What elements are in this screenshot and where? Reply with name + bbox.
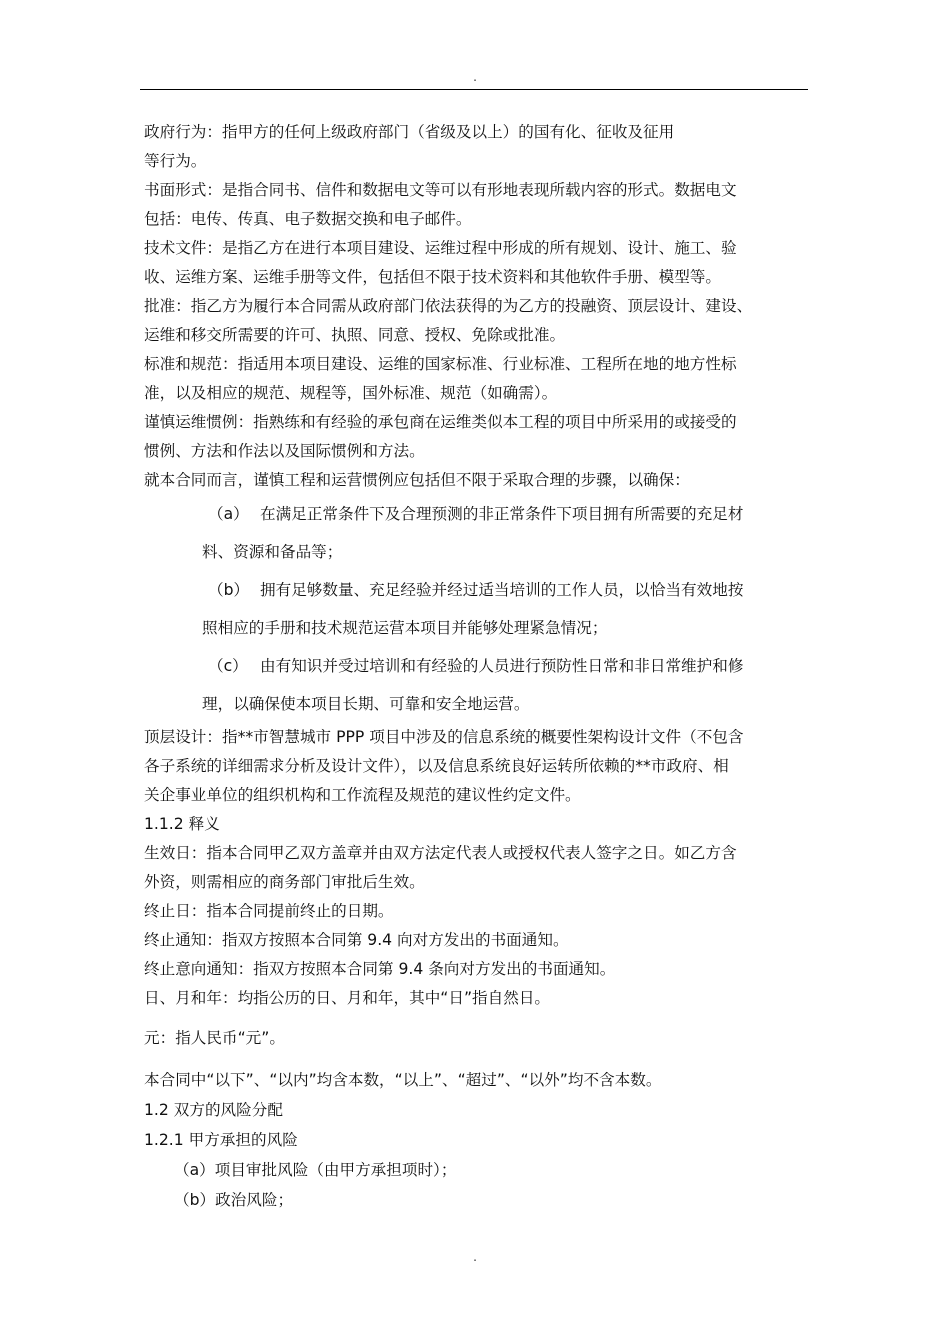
list-label-c: （c） <box>208 657 248 675</box>
list-label-a: （a） <box>208 505 249 523</box>
section-heading: 1.2 双方的风险分配 <box>144 1101 283 1119</box>
paragraph-line: 谨慎运维惯例：指熟练和有经验的承包商在运维类似本工程的项目中所采用的或接受的 <box>144 413 737 431</box>
paragraph-line: 准，以及相应的规范、规程等，国外标准、规范（如确需）。 <box>144 384 558 402</box>
paragraph-line: 终止通知：指双方按照本合同第 9.4 向对方发出的书面通知。 <box>144 931 569 949</box>
page-footer-mark: . <box>473 1250 477 1264</box>
list-item-c <box>144 647 810 685</box>
paragraph-line: 关企事业单位的组织机构和工作流程及规范的建议性约定文件。 <box>144 786 581 804</box>
page-header-mark: . <box>473 70 477 84</box>
paragraph-line: 终止意向通知：指双方按照本合同第 9.4 条向对方发出的书面通知。 <box>144 960 616 978</box>
paragraph-line: 元：指人民币“元”。 <box>144 1029 285 1047</box>
paragraph-line: 政府行为：指甲方的任何上级政府部门（省级及以上）的国有化、征收及征用 <box>144 123 675 141</box>
risk-item-a: （a）项目审批风险（由甲方承担项时）； <box>174 1161 457 1179</box>
paragraph-line: 标准和规范：指适用本项目建设、运维的国家标准、行业标准、工程所在地的地方性标 <box>144 355 737 373</box>
paragraph-line: 顶层设计：指**市智慧城市 PPP 项目中涉及的信息系统的概要性架构设计文件（不包含 <box>144 728 744 746</box>
paragraph-line: 本合同中“以下”、“以内”均含本数，“以上”、“超过”、“以外”均不含本数。 <box>144 1071 662 1089</box>
paragraph-line: 包括：电传、传真、电子数据交换和电子邮件。 <box>144 210 472 228</box>
section-heading: 1.2.1 甲方承担的风险 <box>144 1131 298 1149</box>
list-item-b <box>144 571 810 609</box>
list-text: 在满足正常条件下及合理预测的非正常条件下项目拥有所需要的充足材 <box>260 505 744 523</box>
paragraph-line: 批准：指乙方为履行本合同需从政府部门依法获得的为乙方的投融资、顶层设计、建设、 <box>144 297 753 315</box>
paragraph-line: 等行为。 <box>144 152 207 170</box>
list-item-a <box>144 495 810 533</box>
risk-item-b: （b）政治风险； <box>174 1191 294 1209</box>
list-label-b: （b） <box>208 581 250 599</box>
paragraph-line: 书面形式：是指合同书、信件和数据电文等可以有形地表现所载内容的形式。数据电文 <box>144 181 737 199</box>
paragraph-line: 技术文件：是指乙方在进行本项目建设、运维过程中形成的所有规划、设计、施工、验 <box>144 239 737 257</box>
paragraph-line: 各子系统的详细需求分析及设计文件），以及信息系统良好运转所依赖的**市政府、相 <box>144 757 729 775</box>
list-text: 拥有足够数量、充足经验并经过适当培训的工作人员，以恰当有效地按 <box>260 581 744 599</box>
list-item-b-cont: 照相应的手册和技术规范运营本项目并能够处理紧急情况； <box>202 619 608 637</box>
list-item-a-cont: 料、资源和备品等； <box>202 543 343 561</box>
list-text: 由有知识并受过培训和有经验的人员进行预防性日常和非日常维护和修 <box>260 657 744 675</box>
header-rule <box>140 89 808 90</box>
paragraph-line: 惯例、方法和作法以及国际惯例和方法。 <box>144 442 425 460</box>
paragraph-line: 运维和移交所需要的许可、执照、同意、授权、免除或批准。 <box>144 326 566 344</box>
section-heading: 1.1.2 释义 <box>144 815 220 833</box>
paragraph-line: 终止日：指本合同提前终止的日期。 <box>144 902 394 920</box>
document-body <box>144 118 810 1215</box>
paragraph-line: 日、月和年：均指公历的日、月和年，其中“日”指自然日。 <box>144 989 551 1007</box>
list-item-c-cont: 理，以确保使本项目长期、可靠和安全地运营。 <box>202 695 530 713</box>
paragraph-line: 生效日：指本合同甲乙双方盖章并由双方法定代表人或授权代表人签字之日。如乙方含 <box>144 844 737 862</box>
paragraph-line: 外资，则需相应的商务部门审批后生效。 <box>144 873 425 891</box>
paragraph-line: 就本合同而言，谨慎工程和运营惯例应包括但不限于采取合理的步骤，以确保： <box>144 471 690 489</box>
paragraph-line: 收、运维方案、运维手册等文件，包括但不限于技术资料和其他软件手册、模型等。 <box>144 268 721 286</box>
